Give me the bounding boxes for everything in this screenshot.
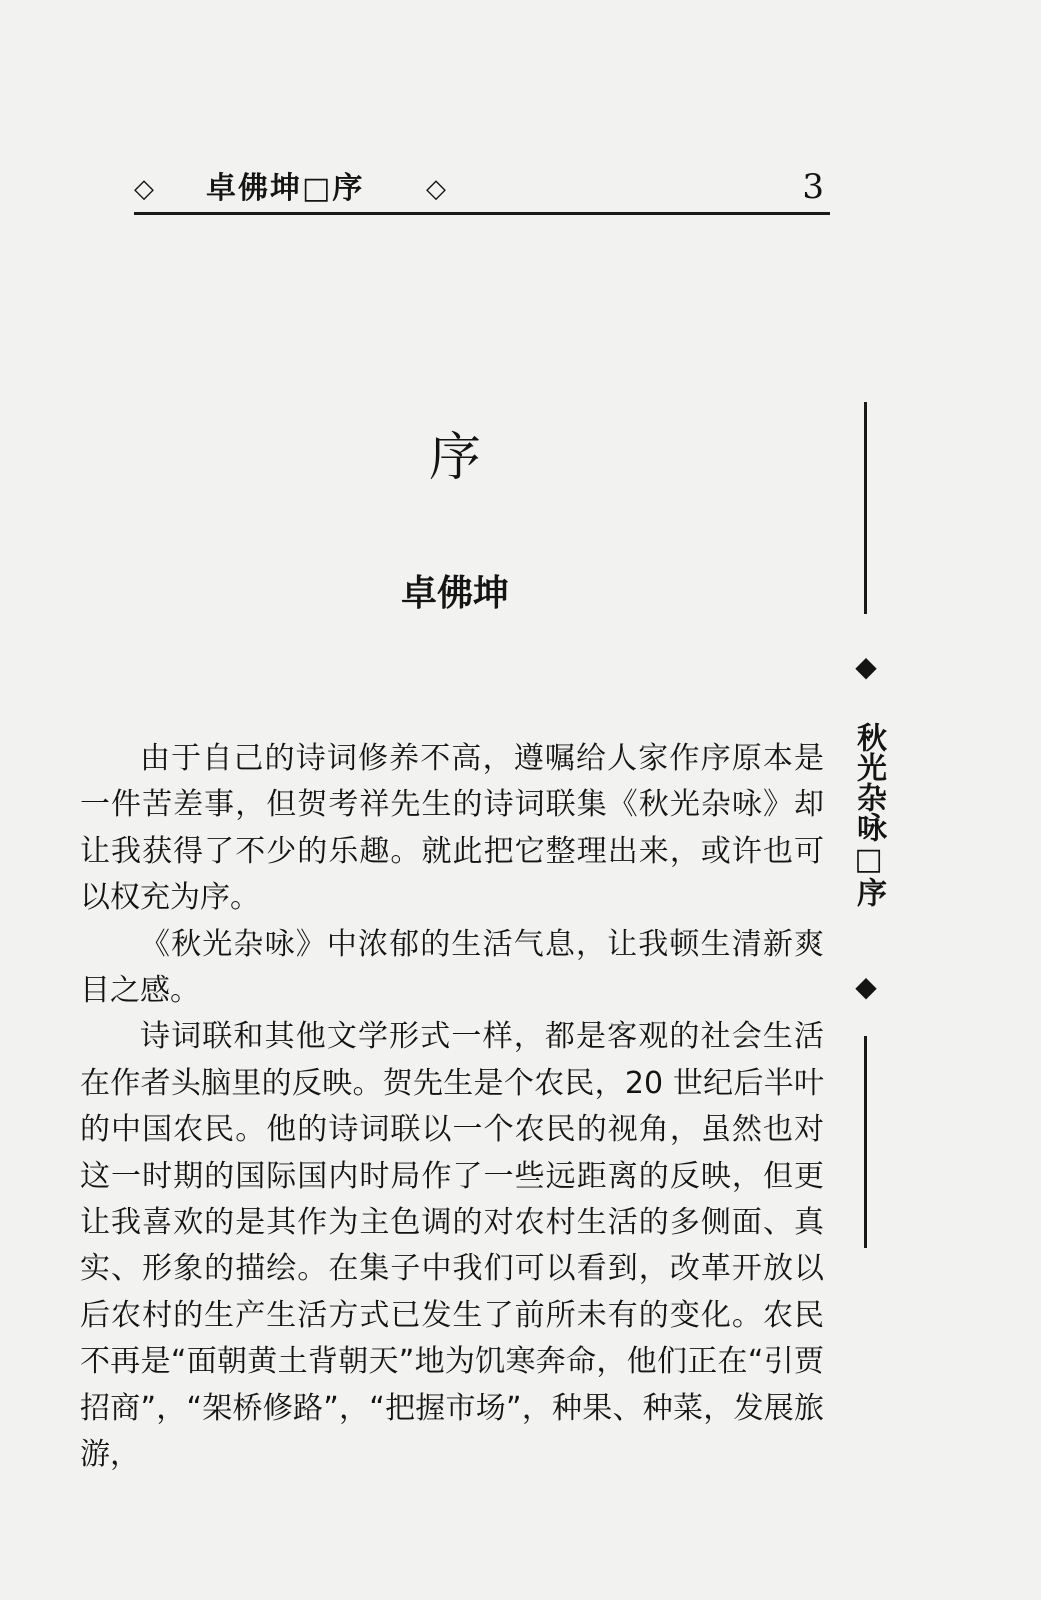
header-left-diamond-icon: ◇	[134, 174, 154, 204]
header-right-diamond-icon: ◇	[426, 174, 446, 204]
author-name: 卓佛坤	[400, 573, 509, 614]
page-number: 3	[802, 167, 824, 207]
paragraph-2: 《秋光杂咏》中浓郁的生活气息，让我顿生清新爽目之感。	[80, 926, 824, 1009]
side-book-title: 秋光杂咏□序	[851, 722, 886, 907]
paragraph-1: 由于自己的诗词修养不高，遵嘱给人家作序原本是一件苦差事，但贺考祥先生的诗词联集《秋光杂咏》却让我获得了不少的乐趣。就此把它整理出来，或许也可以权充为序。	[80, 741, 824, 916]
side-rule-top	[864, 402, 867, 614]
side-diamond-bottom-icon: ◆	[855, 970, 877, 1003]
running-header	[134, 168, 830, 215]
paragraph-3: 诗词联和其他文学形式一样，都是客观的社会生活在作者头脑里的反映。贺先生是个农民，20 世纪后半叶的中国农民。他的诗词联以一个农民的视角，虽然也对这一时期的国际国内时局作了一些远距离的反映，但更让我喜欢的是其作为主色调的对农村生活的多侧面、真实、形象的描绘。在集子中我们可以看到，改革开放以后农村的生产生活方式已发生了前所未有的变化。农民不再是“面朝黄土背朝天”地为饥寒奔命，他们正在“引贾招商”，“架桥修路”，“把握市场”，种果、种菜，发展旅游，	[80, 1019, 824, 1473]
body-text	[80, 736, 824, 1479]
header-title: 卓佛坤□序	[206, 171, 365, 206]
chapter-title: 序	[428, 428, 481, 488]
side-rule-bottom	[864, 1036, 867, 1248]
side-diamond-top-icon: ◆	[855, 650, 877, 683]
